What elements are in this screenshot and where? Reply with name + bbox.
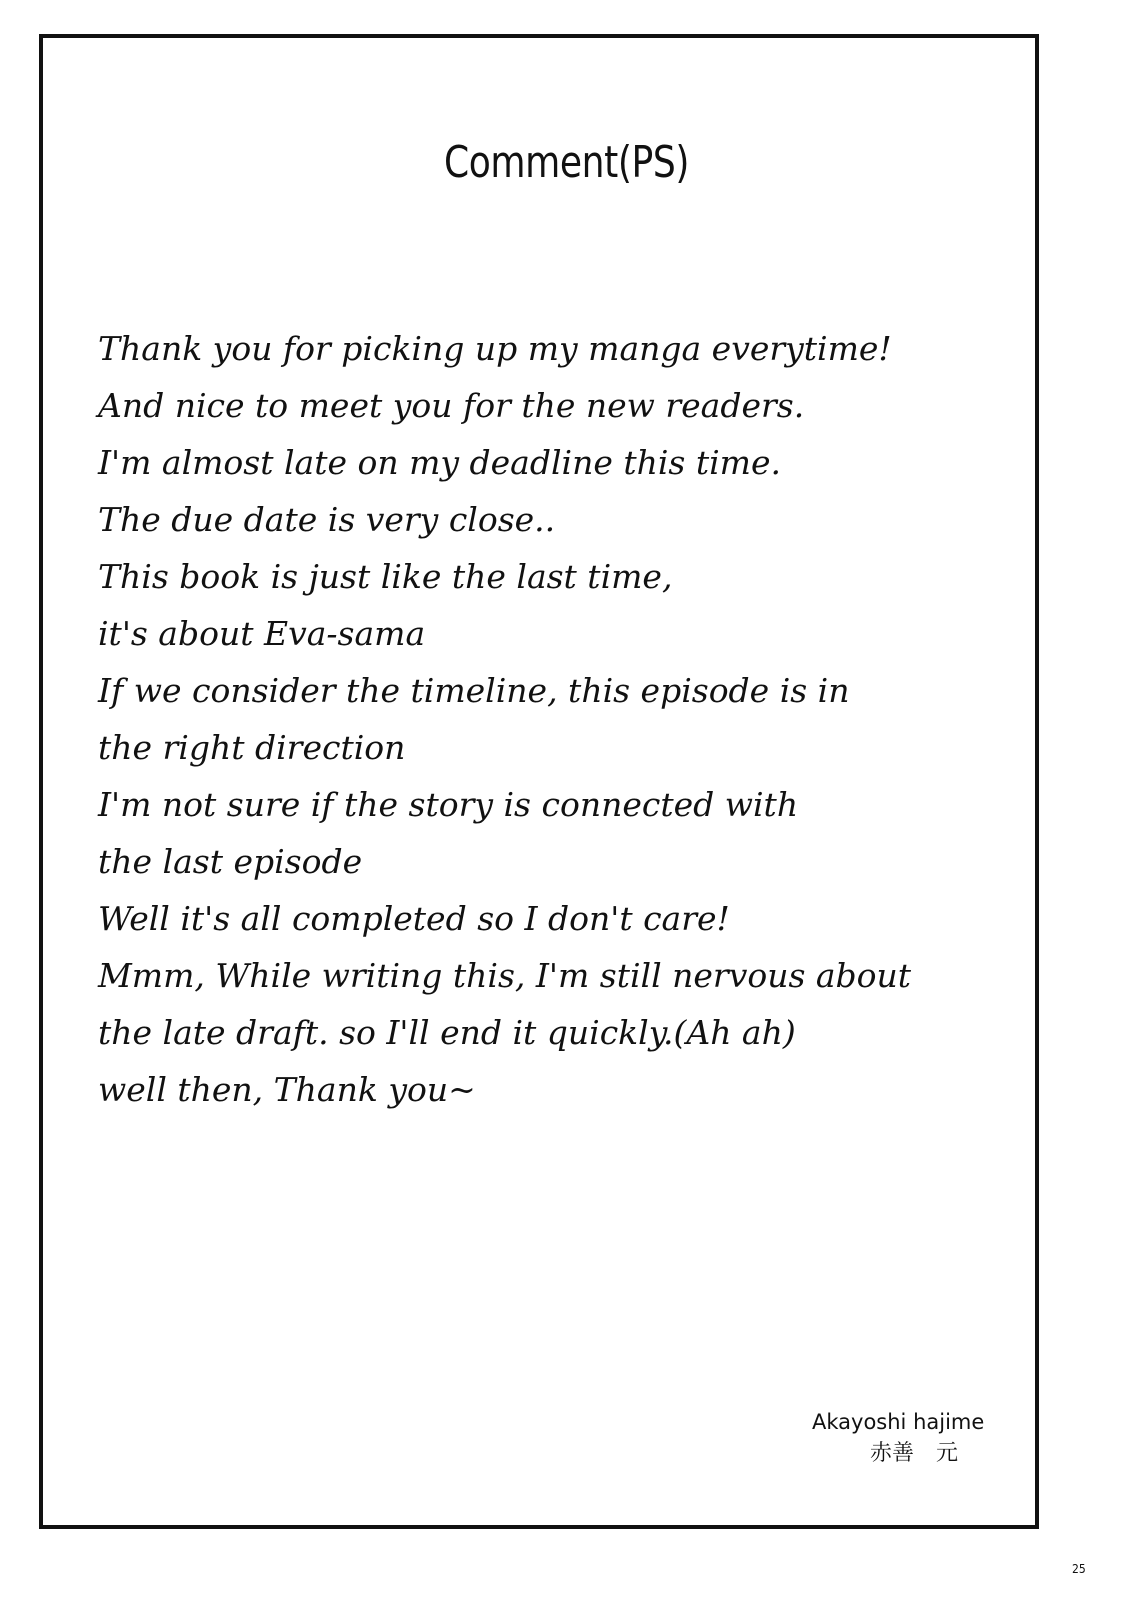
author-signature <box>812 1410 984 1467</box>
comment-line: I'm not sure if the story is connected with <box>98 785 799 824</box>
comment-body <box>98 320 998 1118</box>
comment-line: If we consider the timeline, this episode is in <box>98 671 850 710</box>
comment-line: The due date is very close.. <box>98 500 556 539</box>
comment-line: the right direction <box>98 728 406 767</box>
comment-line: I'm almost late on my deadline this time. <box>98 443 781 482</box>
author-name-romaji: Akayoshi hajime <box>812 1410 985 1434</box>
comment-line: it's about Eva-sama <box>98 614 426 653</box>
comment-line: well then, Thank you~ <box>98 1070 476 1109</box>
page-title: Comment(PS) <box>443 137 690 188</box>
comment-line: the late draft. so I'll end it quickly.(Ah ah) <box>98 1013 796 1052</box>
comment-line: Thank you for picking up my manga everytime! <box>98 329 892 368</box>
comment-line: Mmm, While writing this, I'm still nervous about <box>98 956 912 995</box>
comment-line: Well it's all completed so I don't care! <box>98 899 730 938</box>
comment-line: the last episode <box>98 842 363 881</box>
author-name-kanji: 赤善 元 <box>870 1441 959 1466</box>
comment-line: And nice to meet you for the new readers. <box>98 386 805 425</box>
comment-line: This book is just like the last time, <box>98 557 673 596</box>
page-number: 25 <box>1072 1562 1086 1576</box>
